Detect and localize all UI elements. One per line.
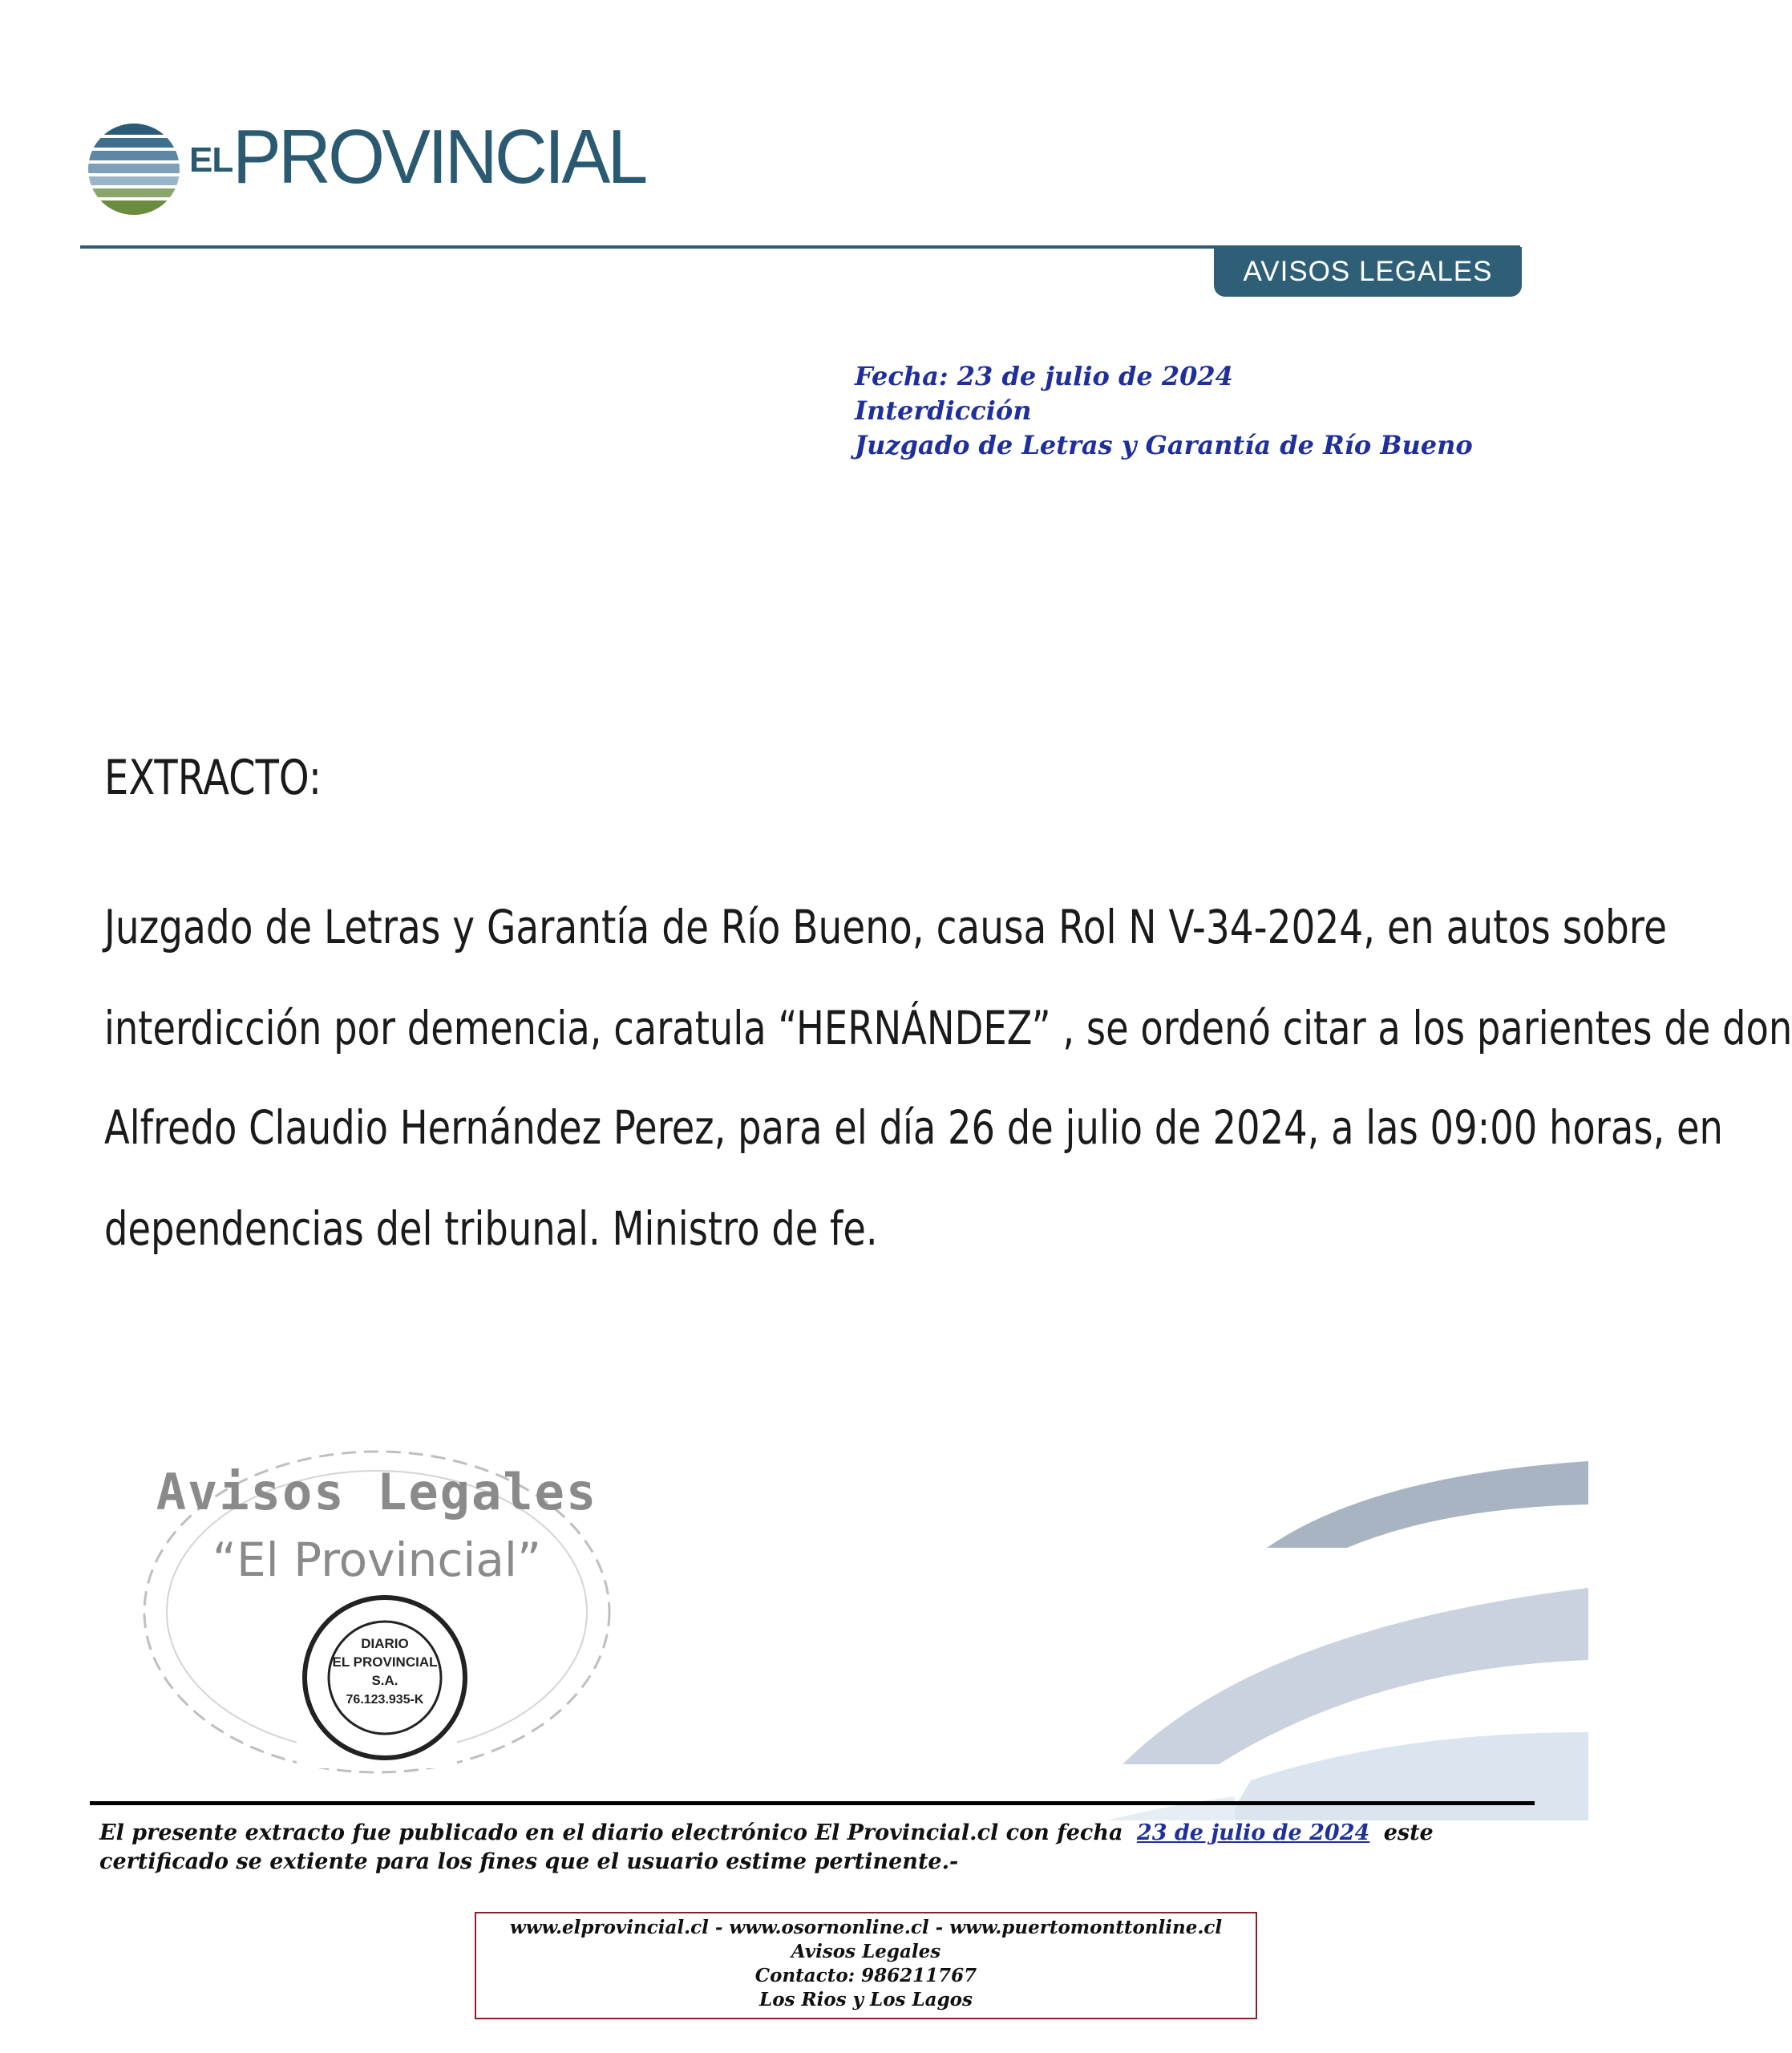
seal-line: 76.123.935-K (346, 1693, 424, 1707)
contact-phone: Contacto: 986211767 (754, 1965, 977, 1986)
certificate-line (99, 1820, 1434, 1845)
logo-name: PROVINCIAL (233, 114, 645, 200)
certificate-part2: este (1383, 1820, 1434, 1845)
seal-line: S.A. (371, 1673, 398, 1688)
extract-heading: EXTRACTO: (104, 750, 322, 806)
publication-date: 23 de julio de 2024 (1136, 1820, 1370, 1845)
stamp-subtitle: “El Provincial” (212, 1533, 542, 1587)
logo-prefix: EL (189, 140, 233, 180)
meta-date-value: 23 de julio de 2024 (957, 361, 1233, 391)
certificate-line: certificado se extiente para los fines que el usuario estime pertinente.- (99, 1849, 959, 1874)
contact-regions: Los Rios y Los Lagos (759, 1989, 973, 2010)
meta-date (855, 361, 1233, 391)
meta-type: Interdicción (855, 395, 1032, 426)
contact-box (475, 1912, 1257, 2019)
extract-line: dependencias del tribunal. Ministro de fe. (104, 1201, 878, 1256)
extract-line: interdicción por demencia, caratula “HERNÁNDEZ” , se ordenó citar a los parientes de don (104, 1001, 1792, 1055)
certificate-part1: El presente extracto fue publicado en el diario electrónico El Provincial.cl con fecha (99, 1820, 1123, 1845)
decorative-swooshes (1106, 1427, 1588, 1820)
footer-rule (90, 1801, 1535, 1805)
extract-line: Alfredo Claudio Hernández Perez, para el día 26 de julio de 2024, a las 09:00 horas, en (104, 1100, 1723, 1155)
contact-websites[interactable]: www.elprovincial.cl - www.osornonline.cl - www.puertomonttonline.cl (509, 1917, 1223, 1938)
contact-section: Avisos Legales (791, 1941, 941, 1962)
stamp-title: Avisos Legales (156, 1463, 598, 1521)
logo-globe-icon (87, 122, 181, 217)
logo-wordmark (189, 114, 667, 200)
seal-line: EL PROVINCIAL (332, 1654, 438, 1670)
meta-date-label: Fecha: (855, 361, 949, 391)
meta-court: Juzgado de Letras y Garantía de Río Bueno (855, 430, 1473, 460)
extract-line: Juzgado de Letras y Garantía de Río Bueno, causa Rol N V-34-2024, en autos sobre (104, 900, 1667, 954)
legal-notice-stamp (136, 1444, 617, 1780)
seal-line: DIARIO (361, 1636, 409, 1651)
section-tab: AVISOS LEGALES (1214, 247, 1522, 297)
